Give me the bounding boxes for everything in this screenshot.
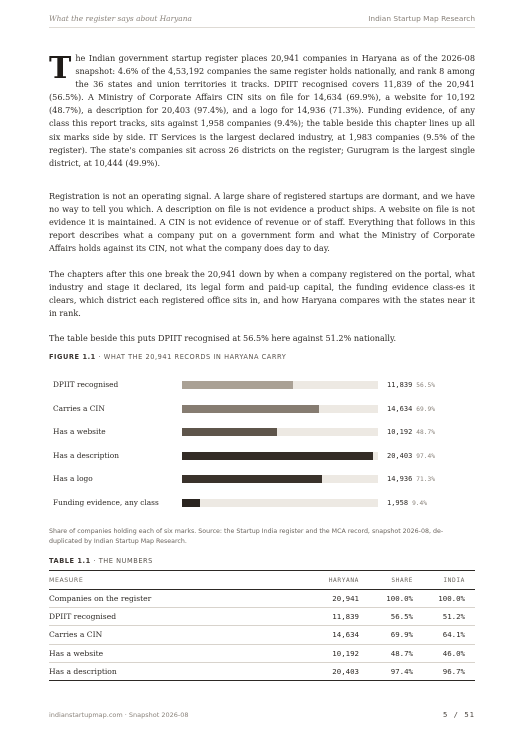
running-head-publisher: Indian Startup Map Research [368,14,475,23]
cell-haryana: 11,839 [249,608,369,626]
cell-share: 97.4% [369,662,423,680]
cell-share: 48.7% [369,644,423,662]
bar-row [49,496,475,510]
table-heading: · THE NUMBERS [93,557,153,565]
drop-cap: T [49,51,72,86]
bar-row [49,425,475,439]
bar-value-label [387,402,435,417]
column-header-haryana: HARYANA [249,571,369,590]
cell-share: 56.5% [369,608,423,626]
cell-haryana: 10,192 [249,644,369,662]
table-header-row [49,571,475,590]
bar-category-label: Carries a CIN [53,403,105,413]
bar-count: 11,839 [387,381,413,389]
table-row [49,590,475,608]
cell-india: 100.0% [423,590,475,608]
cell-india: 64.1% [423,626,475,644]
bar-track [182,381,378,389]
bar-percent: 97.4% [416,452,435,460]
cell-india: 96.7% [423,662,475,680]
running-head-title: What the register says about Haryana [49,14,192,23]
cell-measure: DPIIT recognised [49,608,249,626]
bar-track [182,452,378,460]
bar-row [49,378,475,392]
bar-category-label: Has a website [53,427,106,437]
bar-row [49,472,475,486]
table-label: TABLE 1.1 [49,557,91,565]
figure-heading: · WHAT THE 20,941 RECORDS IN HARYANA CARRY [98,353,287,361]
bar-percent: 71.3% [416,476,435,484]
bar-track [182,475,378,483]
figure-title [49,353,286,361]
bar-track [182,428,378,436]
bar-value-label [387,472,435,487]
bar [182,405,319,413]
chapters-paragraph: The chapters after this one break the 20,941 down by when a company registered on the portal, what industry and stage it declared, its legal form and paid-up capital, the funding evidence class-es it clears, which district each registered office sits in, and how Haryana compares with the states near it in rank. [49,269,475,319]
cell-measure: Has a description [49,662,249,680]
table-row [49,626,475,644]
cell-measure: Has a website [49,644,249,662]
cell-india: 51.2% [423,608,475,626]
bar-count: 10,192 [387,428,413,437]
numbers-table [49,570,475,681]
cell-india: 46.0% [423,644,475,662]
cell-measure: Companies on the register [49,590,249,608]
bar-percent: 48.7% [416,429,435,437]
bar-category-label: Has a description [53,450,119,460]
bar [182,428,277,436]
column-header-india: INDIA [423,571,475,590]
bar-count: 20,403 [387,451,413,460]
bar-chart [49,372,475,518]
cell-haryana: 20,403 [249,662,369,680]
bar [182,499,200,507]
column-header-measure: MEASURE [49,571,249,590]
bar [182,475,322,483]
bar-value-label [387,378,435,393]
cell-share: 69.9% [369,626,423,644]
page-number: 5 / 51 [443,710,475,719]
figure-caption: Share of companies holding each of six marks. Source: the Startup India register and the MCA record, snapshot 2026-08, de-duplicated by Indian Startup Map Research. [49,528,444,545]
table-row [49,644,475,662]
bar-count: 14,634 [387,404,413,413]
page-footer [49,710,475,722]
bar-value-label [387,449,435,464]
cell-haryana: 14,634 [249,626,369,644]
table-title [49,557,153,565]
bar-category-label: DPIIT recognised [53,380,119,389]
footer-source: indianstartupmap.com · Snapshot 2026-08 [49,711,189,719]
figure-label: FIGURE 1.1 [49,353,96,361]
bar-percent: 69.9% [416,405,435,413]
table-row [49,608,475,626]
comparison-paragraph: The table beside this puts DPIIT recognised at 56.5% here against 51.2% nationally. [49,333,397,343]
bar-category-label: Funding evidence, any class [53,498,159,507]
bar-row [49,402,475,416]
bar-category-label: Has a logo [53,474,93,484]
bar-percent: 56.5% [416,382,435,389]
cell-measure: Carries a CIN [49,626,249,644]
cell-share: 100.0% [369,590,423,608]
column-header-share: SHARE [369,571,423,590]
cell-haryana: 20,941 [249,590,369,608]
caveat-paragraph: Registration is not an operating signal. A large share of registered startups are dormant, and we have no way to tell you which. A description on file is not evidence a product ships. A website on file is not evidence it is maintained. A CIN is not evidence of revenue or of staff. Everything that follows in this report describes what a company put on a government form and what the Ministry of Corporate Affairs holds against its CIN, not what the company does day to day. [49,191,475,254]
bar-track [182,499,378,507]
table-row [49,662,475,680]
bar-value-label [387,496,427,511]
bar [182,381,293,389]
intro-paragraph-text: he Indian government startup register places 20,941 companies in Haryana as of the 2026-08 snapshot: 4.6% of the 4,53,192 companies the same register holds nationally, and rank 8 among the 36 states and union territories it tracks. DPIIT recognised covers 11,839 of the 20,941 (56.5%). A Ministry of Corporate Affairs CIN sits on file for 14,634 (69.9%), a website for 10,192 (48.7%), a description for 20,403 (97.4%), and a logo for 14,936 (71.3%). Funding evidence, of any class this report tracks, sits against 1,958 companies (9.4%); the table beside this chapter lines up all six marks side by side. IT Services is the largest declared industry, at 1,983 companies (9.5% of the register). The state's companies sit across 26 districts on the register; Gurugram is the largest single district, at 10,444 (49.9%). [49,53,475,168]
bar-percent: 9.4% [412,500,427,507]
bar-track [182,405,378,413]
bar [182,452,373,460]
intro-paragraph [49,52,475,170]
bar-count: 1,958 [387,499,409,507]
bar-row [49,449,475,463]
running-head [49,14,475,28]
bar-value-label [387,425,435,440]
bar-count: 14,936 [387,475,413,484]
